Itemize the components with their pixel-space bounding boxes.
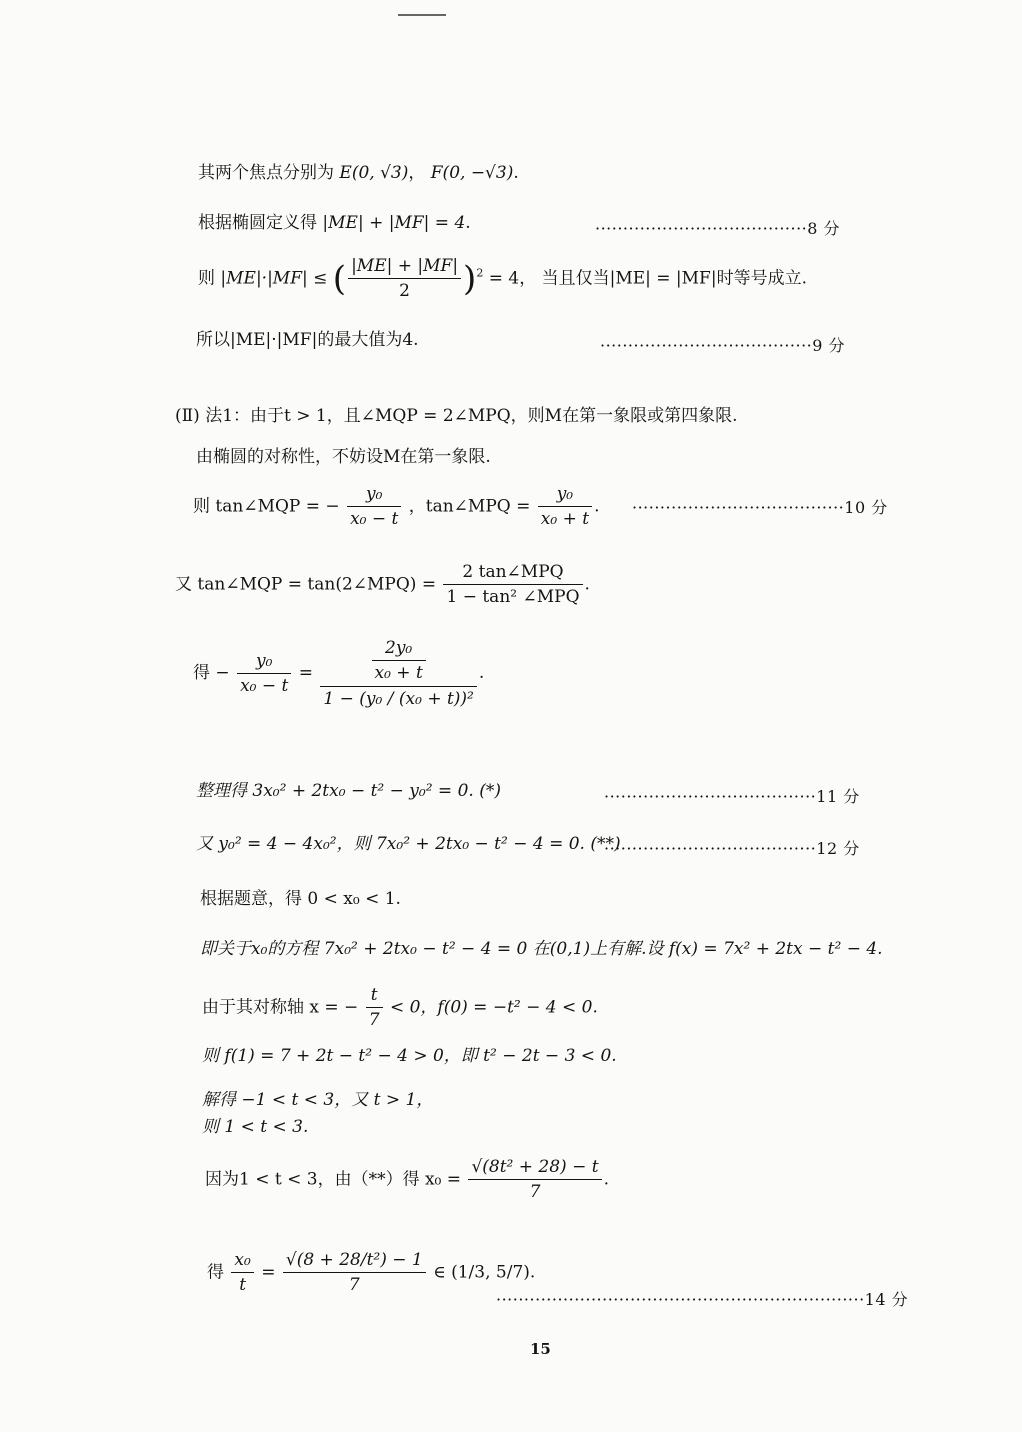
ratio-lhs-numerator: x₀ bbox=[231, 1250, 253, 1273]
axis-line bbox=[202, 985, 598, 1031]
tan2-fraction bbox=[538, 484, 592, 530]
score-14: ··································································14 分 bbox=[496, 1290, 909, 1309]
solve-line: 解得 −1 < t < 3，又 t > 1， bbox=[202, 1090, 434, 1110]
range-x-line: 根据题意，得 0 < x₀ < 1. bbox=[200, 889, 401, 909]
tan-mid: ，tan∠MPQ = bbox=[408, 496, 531, 517]
ratio-lhs-denominator: t bbox=[239, 1275, 247, 1296]
axis-prefix: 由于其对称轴 x = − bbox=[202, 997, 359, 1018]
equation-inner-numerator: 2y₀ bbox=[372, 638, 426, 661]
score-8: ······································8 分 bbox=[595, 219, 841, 238]
tan-prefix: 则 tan∠MQP = − bbox=[193, 496, 340, 517]
equation-right-fraction bbox=[320, 638, 476, 709]
inequality-right: = 4 bbox=[488, 268, 520, 289]
x0-line: 因为1 < t < 3，由（**）得 x₀ = $\frac{\text{√(8t² + 28) − t}}{7}$ . bbox=[205, 1157, 609, 1203]
double-denominator: 1 − tan² ∠MPQ bbox=[446, 587, 580, 608]
f1-line: 则 f(1) = 7 + 2t − t² − 4 > 0，即 t² − 2t − 3 < 0. bbox=[202, 1046, 617, 1066]
double-prefix: 又 tan∠MQP = tan(2∠MPQ) = bbox=[175, 574, 437, 595]
result-t-line: 则 1 < t < 3. bbox=[202, 1117, 309, 1137]
definition-line: 根据椭圆定义得 |ME| + |MF| = 4. bbox=[198, 213, 471, 233]
header-rule bbox=[398, 14, 446, 16]
ratio-numerator: √(8 + 28/t²) − 1 bbox=[283, 1250, 426, 1273]
equation-inner-fraction bbox=[372, 638, 426, 684]
axis-fraction bbox=[366, 985, 383, 1031]
axis-numerator: t bbox=[366, 985, 383, 1008]
inequality-line: 则 |ME|·|MF| ≤ ( $\frac{|ME| + |MF|}{2}$ )$^2$ = 4， 当且仅当|ME| = |MF|时等号成立. bbox=[198, 256, 807, 302]
score-11: ······································11 分 bbox=[604, 787, 860, 806]
inequality-condition: 当且仅当|ME| = |MF|时等号成立. bbox=[541, 268, 807, 289]
score-9: ······································9 分 bbox=[600, 336, 846, 355]
max-value-line: 所以|ME|·|MF|的最大值为4. bbox=[196, 330, 419, 350]
axis-denominator: 7 bbox=[368, 1010, 380, 1031]
ratio-denominator: 7 bbox=[348, 1275, 360, 1296]
inequality-left: |ME|·|MF| ≤ bbox=[220, 268, 328, 289]
x0-denominator: 7 bbox=[529, 1182, 541, 1203]
double-numerator: 2 tan∠MPQ bbox=[443, 562, 582, 585]
double-angle-line: 又 tan∠MQP = tan(2∠MPQ) = $\frac{\text{2 tan∠MPQ}}{\text{1 − tan² ∠MPQ}}$ . bbox=[175, 562, 590, 608]
page-number: 15 bbox=[530, 1340, 551, 1358]
simplify-line: 整理得 3x₀² + 2tx₀ − t² − y₀² = 0. (*) bbox=[196, 781, 501, 801]
equation-right-denominator: 1 − (y₀ / (x₀ + t))² bbox=[323, 688, 474, 709]
equation-left-numerator: y₀ bbox=[237, 651, 291, 674]
ratio-line: 得 $\frac{\text{x₀}}{t}$ = $\frac{\text{√(8 + 28/t²) − 1}}{7}$ ∈ (1/3, 5/7). bbox=[207, 1250, 536, 1296]
ratio-prefix: 得 bbox=[207, 1262, 224, 1283]
tan2-denominator: x₀ + t bbox=[540, 509, 590, 530]
equation-line: 得 − $\frac{\text{y₀}}{\text{x₀ − t}}$ = $\frac{\frac{\text{2y₀}}{\text{x₀ + t}}}{\text{1 − (y₀ / (x₀ + t))²}}$ . bbox=[193, 638, 485, 709]
definition-prefix: 根据椭圆定义得 bbox=[198, 213, 317, 233]
symmetry-line: 由椭圆的对称性，不妨设M在第一象限. bbox=[196, 447, 491, 467]
inequality-prefix: 则 bbox=[198, 268, 215, 289]
inequality-fraction bbox=[348, 256, 461, 302]
x0-numerator: √(8t² + 28) − t bbox=[468, 1157, 601, 1180]
definition-expr: |ME| + |MF| = 4 bbox=[322, 213, 466, 233]
inequality-numerator: |ME| + |MF| bbox=[348, 256, 461, 279]
score-10: ······································10 分 bbox=[632, 498, 888, 517]
x0-fraction bbox=[468, 1157, 601, 1203]
score-12: ······································12 分 bbox=[604, 839, 860, 858]
axis-suffix: < 0，f(0) = −t² − 4 < 0. bbox=[389, 997, 598, 1018]
foci-e: E(0, √3) bbox=[339, 163, 409, 183]
foci-f: F(0, −√3) bbox=[430, 163, 514, 183]
equation-left-fraction bbox=[237, 651, 291, 697]
inequality-denominator: 2 bbox=[399, 281, 410, 302]
tan1-denominator: x₀ − t bbox=[350, 509, 399, 530]
equation-prefix: 得 − bbox=[193, 663, 230, 684]
foci-line: 其两个焦点分别为 E(0, √3)， F(0, −√3). bbox=[198, 163, 519, 183]
double-fraction bbox=[443, 562, 582, 608]
substitute-line: 又 y₀² = 4 − 4x₀²，则 7x₀² + 2tx₀ − t² − 4 = 0. (**) bbox=[196, 834, 621, 854]
tan1-numerator: y₀ bbox=[347, 484, 401, 507]
tan2-numerator: y₀ bbox=[538, 484, 592, 507]
tan1-fraction bbox=[347, 484, 401, 530]
x0-prefix: 因为1 < t < 3，由（**）得 x₀ = bbox=[205, 1169, 462, 1190]
ratio-range: ∈ (1/3, 5/7). bbox=[433, 1262, 536, 1283]
ratio-lhs-fraction bbox=[231, 1250, 253, 1296]
equation-inner-denominator: x₀ + t bbox=[374, 663, 423, 684]
foci-prefix: 其两个焦点分别为 bbox=[198, 163, 334, 183]
function-definition-line: 即关于x₀的方程 7x₀² + 2tx₀ − t² − 4 = 0 在(0,1)上有解.设 f(x) = 7x² + 2tx − t² − 4. bbox=[200, 939, 883, 959]
part2-heading: (Ⅱ) 法1：由于t > 1，且∠MQP = 2∠MPQ，则M在第一象限或第四象限. bbox=[175, 406, 738, 426]
ratio-fraction bbox=[283, 1250, 426, 1296]
equation-left-denominator: x₀ − t bbox=[240, 676, 289, 697]
tan-line: 则 tan∠MQP = − $\frac{\text{y₀}}{\text{x₀ − t}}$ ，tan∠MPQ = $\frac{\text{y₀}}{\text{x₀ + t}}$ . bbox=[193, 484, 600, 530]
